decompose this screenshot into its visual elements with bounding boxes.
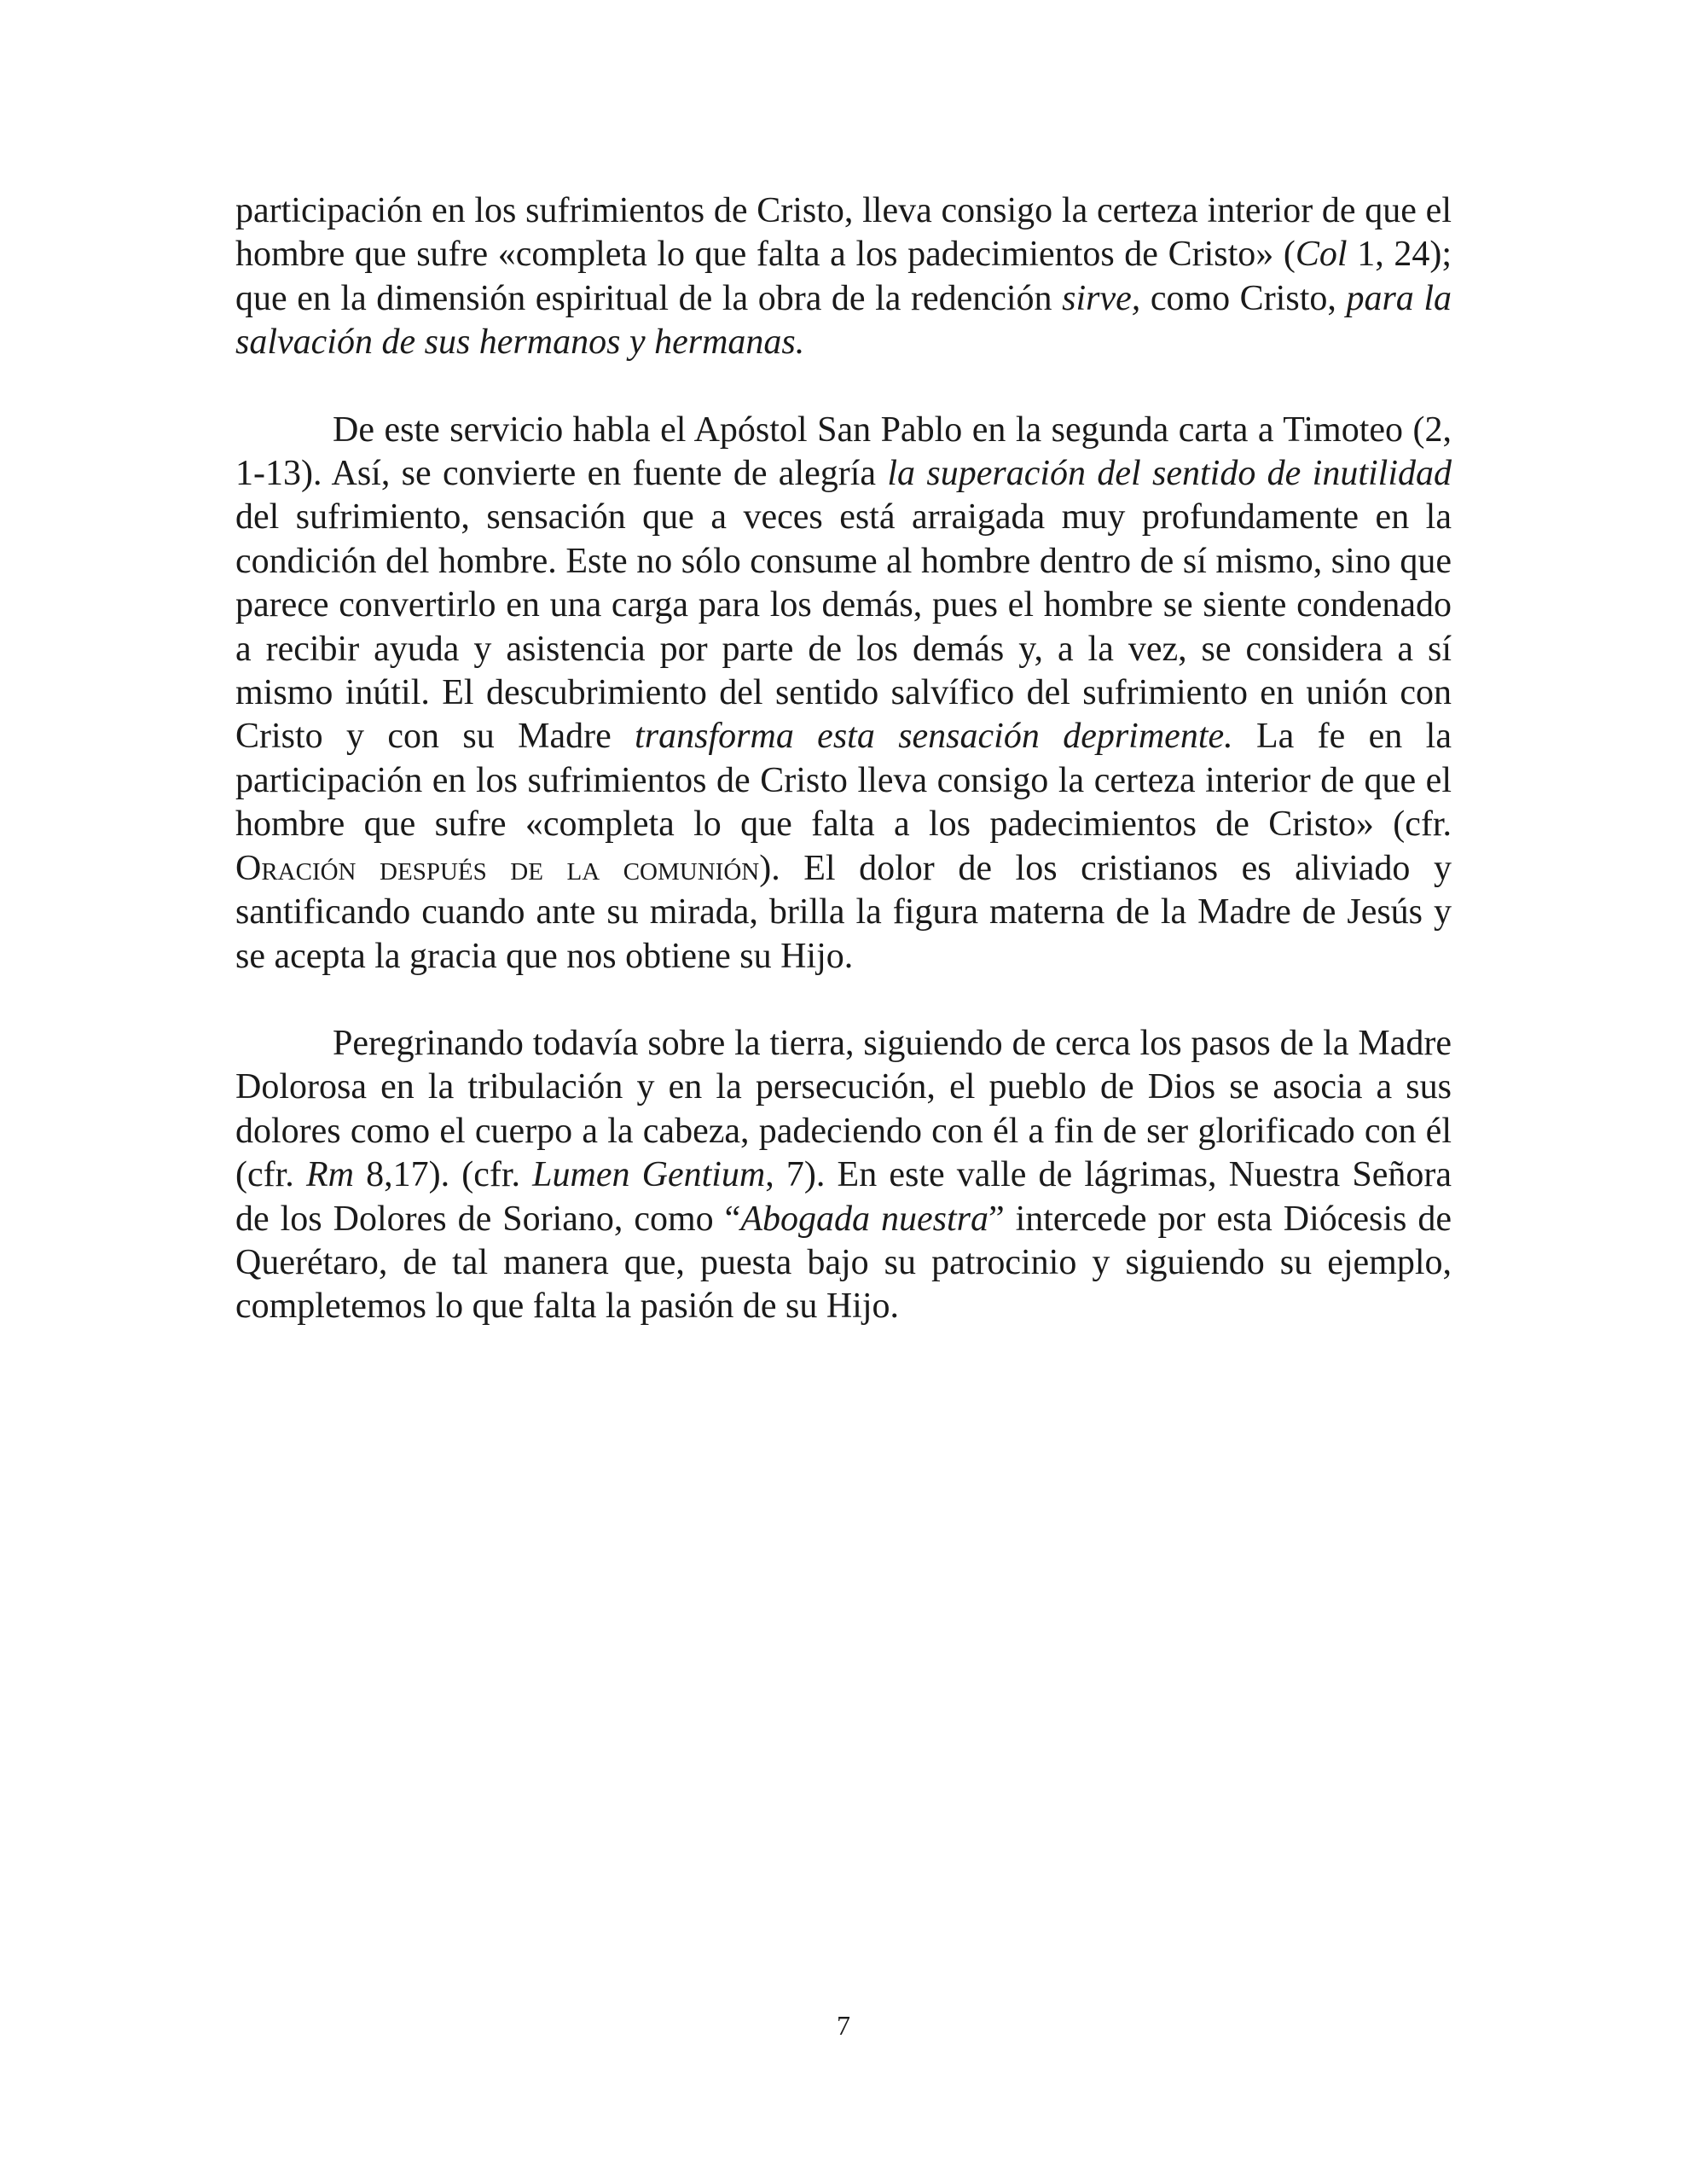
italic-text-run: Abogada nuestra	[740, 1199, 988, 1239]
text-run: como Cristo,	[1140, 278, 1347, 318]
text-run: De este servicio habla el Apóstol San Pablo en la segunda carta a Timoteo (2, 1-13). Así, se convierte en fuente de alegría	[235, 410, 1452, 494]
page-number: 7	[837, 2010, 850, 2041]
text-run: 8,17). (cfr.	[353, 1155, 533, 1195]
text-run: La fe en la participación en los sufrimientos de Cristo lleva consigo la certeza interior de que el hombre que sufre «completa lo que falta a los padecimientos de Cristo» (cfr.	[235, 717, 1452, 845]
paragraph-3	[235, 1022, 1452, 1329]
italic-text-run: Lumen Gentium	[532, 1155, 766, 1195]
text-run: , 7). En este valle de lágrimas, Nuestra Señora de los Dolores de Soriano, como “	[235, 1155, 1452, 1239]
text-run: del sufrimiento, sensación que a veces está arraigada muy profundamente en la condición del hombre. Este no sólo consume al hombre dentro de sí mismo, sino que parece convertirlo en una carga para los demás, pues el hombre se siente condenado a recibir ayuda y asistencia por parte de los demás y, a la vez, se considera a sí mismo inútil. El descubrimiento del sentido salvífico del sufrimiento en unión con Cristo y con su Madre	[235, 497, 1452, 757]
text-run: ” intercede por esta Diócesis de Querétaro, de tal manera que, puesta bajo su patrocinio y siguiendo su ejemplo, completemos lo que falta la pasión de su Hijo.	[235, 1199, 1452, 1327]
text-run: participación en los sufrimientos de Cristo, lleva consigo la certeza interior de que el hombre que sufre «completa lo que falta a los padecimientos de Cristo» (	[235, 191, 1452, 275]
italic-text-run: Col	[1295, 235, 1348, 275]
italic-text-run: para la salvación de sus hermanos y hermanas.	[235, 278, 1452, 363]
text-run: ). El dolor de los cristianos es aliviado y santificando cuando ante su mirada, brilla la figura materna de la Madre de Jesús y se acepta la gracia que nos obtiene su Hijo.	[235, 848, 1452, 976]
text-run: Peregrinando todavía sobre la tierra, siguiendo de cerca los pasos de la Madre Dolorosa en la tribulación y en la persecución, el pueblo de Dios se asocia a sus dolores como el cuerpo a la cabeza, padeciendo con él a fin de ser glorificado con él (cfr.	[235, 1023, 1452, 1195]
italic-text-run: sirve,	[1062, 278, 1141, 318]
text-run: 1, 24); que en la dimensión espiritual de la obra de la redención	[235, 235, 1452, 318]
body-text	[235, 189, 1452, 1373]
italic-text-run: transforma esta sensación deprimente.	[635, 717, 1233, 757]
italic-text-run: la superación del sentido de inutilidad	[887, 454, 1452, 494]
paragraph-2	[235, 409, 1452, 979]
smallcaps-text-run: Oración después de la comunión	[235, 848, 760, 888]
italic-text-run: Rm	[305, 1155, 354, 1195]
paragraph-1	[235, 189, 1452, 365]
